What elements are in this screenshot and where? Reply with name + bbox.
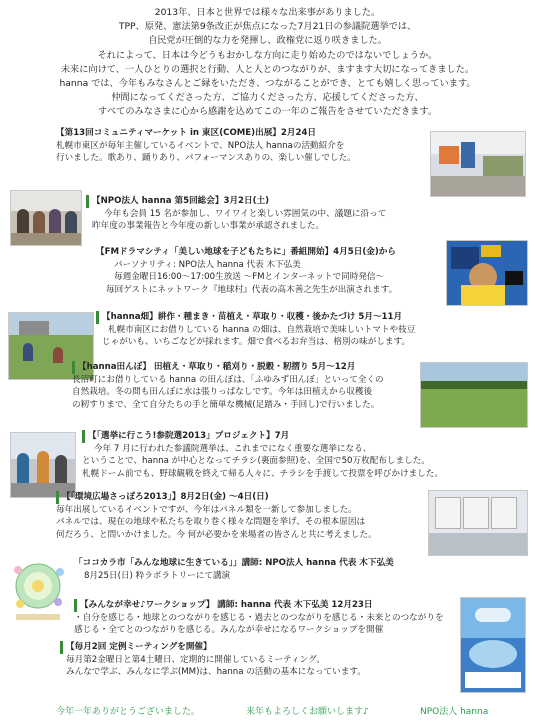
fm-radio-photo bbox=[446, 240, 528, 306]
section-text: の籾すりまで、全て自分たちの手と簡単な機械(足踏み・手回し)で行いました。 bbox=[72, 399, 380, 410]
section-text: 札幌ドーム前でも、野球観戦を終えて帰る人々に、チラシを手渡して投票を呼びかけました。 bbox=[82, 468, 443, 479]
section-text: ・自分を感じる・地球とのつながりを感じる・過去とのつながりを感じる・未来とのつながりを bbox=[74, 612, 444, 623]
intro-line: 自民党が圧倒的な力を発揮し、政権党に返り咲きました。 bbox=[148, 35, 387, 47]
section-heading: 【第13回コミュニティマーケット in 東区(COME)出展】2月24日 bbox=[56, 128, 317, 138]
intro-line: 2013年、日本と世界では様々な出来事がありました。 bbox=[154, 7, 381, 18]
footer-thanks: 今年一年ありがとうございました。 bbox=[56, 707, 201, 717]
section-heading: 【hanna田んぼ】 田植え・草取り・稲刈り・脱穀・籾摺り 5月～12月 bbox=[72, 361, 384, 374]
intro-line: すべてのみなさまに心から感謝を込めてこの一年のご報告をさせていただきます。 bbox=[97, 106, 438, 118]
section-fm-radio bbox=[96, 246, 397, 296]
section-heading: 【FMドラマシティ「美しい地球を子どもたちに」番組開始】4月5日(金)から bbox=[96, 247, 396, 257]
footer-next-year: 来年もよろしくお願いします♪ bbox=[246, 707, 369, 717]
election-project-photo bbox=[10, 432, 76, 498]
intro-line: 未来に向けて、一人ひとりの選択と行動、人と人とのつながりが、ますます大切になってきました。 bbox=[60, 63, 475, 75]
intro-line: TPP、原発、憲法第9条改正が焦点になった7月21日の参議院選挙では、 bbox=[118, 21, 417, 33]
section-heading: 「ココカラ市「みんな地球に生きている」」講師: NPO法人 hanna 代表 木下弘美 bbox=[74, 558, 394, 568]
general-meeting-photo bbox=[10, 190, 82, 246]
section-text: 感じる・全てとのつながりを感じる。みんなが幸せになるワークショップを開催 bbox=[74, 625, 384, 636]
section-text: パーソナリティ: NPO法人 hanna 代表 木下弘美 bbox=[114, 259, 301, 270]
section-text: 毎週金曜日16:00～17:00生放送 ～FMとインターネットで同時発信～ bbox=[114, 272, 385, 283]
section-text: 今年も会員 15 名が参加し、ワイワイと楽しい雰囲気の中、議題に沿って bbox=[104, 208, 387, 219]
workshop-flyer bbox=[460, 597, 526, 693]
section-text: みんなで学ぶ、みんなに学ぶ(MM)は、hanna の活動の基本になっています。 bbox=[66, 667, 366, 678]
intro-line: 仲間になってくださった方、ご協力くださった方、応援してくださった方、 bbox=[111, 92, 424, 104]
section-happiness-workshop bbox=[74, 599, 444, 637]
section-heading: 【NPO法人 hanna 第5回総会】3月2日(土) bbox=[86, 195, 386, 208]
earth-illustration bbox=[6, 556, 70, 626]
section-text: 自然栽培。冬の間も田んぼに水は張りっぱなしです。今年は田植えから収穫後 bbox=[72, 387, 373, 398]
section-monthly-meetings bbox=[60, 641, 366, 679]
section-hanna-field bbox=[96, 311, 415, 349]
section-text: 8月25日(日) 粋ラボラトリーにて講演 bbox=[84, 570, 231, 581]
environment-plaza-photo bbox=[428, 490, 528, 556]
section-heading: 【hanna畑】耕作・種まき・苗植え・草取り・収穫・後かたづけ 5月～11月 bbox=[96, 311, 415, 324]
section-general-meeting bbox=[86, 195, 386, 233]
section-community-market bbox=[56, 127, 356, 165]
section-text: 長沼町にお借りしている hanna の田んぼは、「ふゆみず田んぼ」といって全くの bbox=[72, 374, 384, 385]
rice-paddy-photo bbox=[420, 362, 528, 428]
section-text: 札幌市東区が毎年主催しているイベントで、NPO法人 hannaの活動紹介を bbox=[56, 140, 345, 151]
intro-line: hanna では、今年もみなさんとご縁をいただき、つながることができ、とても嬉しく思っています。 bbox=[59, 78, 476, 90]
section-text: 毎回ゲストにネットワーク『地球村』代表の高木善之先生が出演されます。 bbox=[106, 284, 398, 295]
section-text: 行いました。歌あり、踊りあり、パフォーマンスありの、楽しい催しでした。 bbox=[56, 153, 356, 164]
section-heading: 【毎月2回 定例ミーティングを開催】 bbox=[60, 641, 366, 654]
section-heading: 【みんなが幸せ♪ワークショップ】 講師: hanna 代表 木下弘美 12月23日 bbox=[74, 599, 444, 612]
section-text: 昨年度の事業報告と今年度の新しい事業が承認されました。 bbox=[92, 221, 325, 232]
section-text: 札幌市南区にお借りしている hanna の畑は、自然栽培で美味しいトマトや枝豆 bbox=[108, 324, 416, 335]
footer bbox=[0, 700, 535, 722]
section-text: 毎月第2金曜日と第4土曜日、定期的に開催しているミーティング。 bbox=[66, 654, 325, 665]
intro-message bbox=[10, 6, 525, 120]
section-text: じゃがいも、いちごなどが採れます。畑で食べるお弁当は、格別の味がします。 bbox=[102, 337, 411, 348]
section-text: 今年 7 月に行われた参議院選挙は、これまでになく重要な選挙になる、 bbox=[94, 443, 372, 454]
section-text: 何だろう、と問いかけました。今 何が必要かを来場者の皆さんと共に考えました。 bbox=[56, 529, 377, 540]
intro-line: それによって、日本は今どうもおかしな方向に走り始めたのではないでしょうか。 bbox=[97, 49, 438, 61]
section-rice-paddy bbox=[72, 361, 384, 411]
section-kokokara-lecture bbox=[74, 557, 394, 582]
section-text: ということで、hanna が中心となってチラシ(裏面参照)を、全国で50万枚配布しました。 bbox=[82, 456, 430, 467]
section-text: パネルでは、現在の地球や私たちを取り巻く様々な問題を挙げ、その根本原因は bbox=[56, 517, 366, 528]
section-heading: 【「環境広場さっぽろ2013」】8月2日(金) ～4日(日) bbox=[56, 491, 377, 504]
section-environment-plaza bbox=[56, 491, 377, 541]
section-heading: 【「選挙に行こう!参院選2013」プロジェクト】7月 bbox=[82, 430, 443, 443]
section-text: 毎年出展しているイベントですが、今年はパネル類を一新して参加しました。 bbox=[56, 504, 357, 515]
section-election-project bbox=[82, 430, 443, 480]
community-market-photo bbox=[430, 131, 526, 197]
footer-org: NPO法人 hanna bbox=[420, 707, 489, 717]
